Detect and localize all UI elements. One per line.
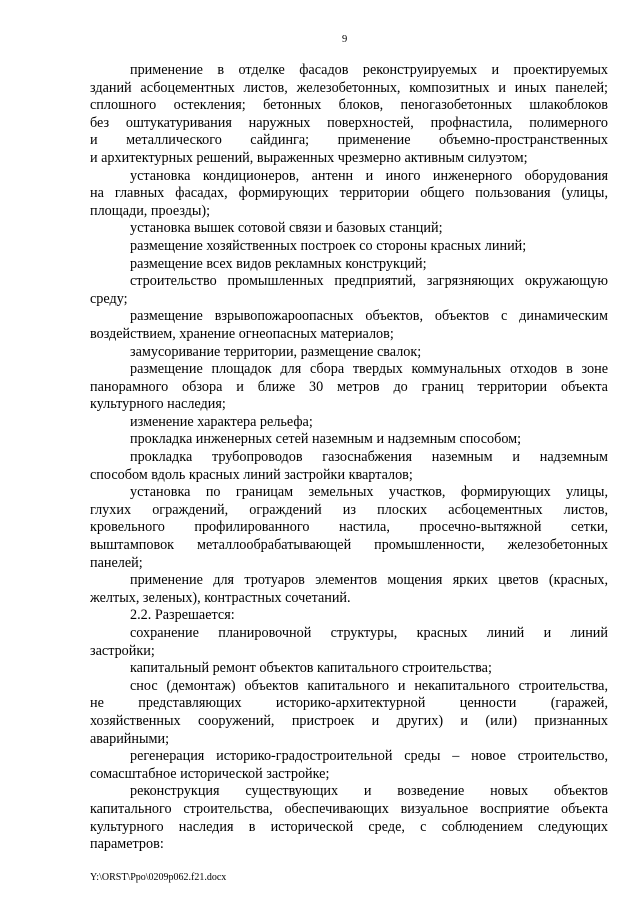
text-line: применение для тротуаров элементов мощения ярких цветов (красных,	[130, 572, 608, 589]
text-line: прокладка инженерных сетей наземным и надземным способом;	[130, 431, 522, 448]
text-line: применение в отделке фасадов реконструируемых и проектируемых	[130, 62, 608, 78]
text-line: культурного наследия в исторической среде, с соблюдением следующих	[90, 818, 608, 835]
text-line: воздействием, хранение огнеопасных материалов;	[90, 325, 394, 342]
text-line: размещение взрывопожароопасных объектов, объектов с динамическим	[130, 308, 608, 325]
text-line: желтых, зеленых), контрастных сочетаний.	[90, 589, 351, 606]
text-line: снос (демонтаж) объектов капитального и некапитального строительства,	[130, 677, 608, 694]
text-line: размещение площадок для сбора твердых коммунальных отходов в зоне	[130, 361, 608, 378]
text-line: и металлического сайдинга; применение объемно-пространственных	[90, 132, 608, 149]
text-line: не представляющих историко-архитектурной ценности (гаражей,	[90, 695, 608, 712]
text-line: установка по границам земельных участков, формирующих улицы,	[130, 484, 608, 501]
text-line: сомасштабное исторической застройке;	[90, 765, 330, 782]
text-line: реконструкция существующих и возведение новых объектов	[130, 783, 608, 800]
text-line: сплошного остекления; бетонных блоков, пеногазобетонных шлакоблоков	[90, 97, 608, 114]
text-line: панорамного обзора и ближе 30 метров до границ территории объекта	[90, 378, 608, 395]
text-line: и архитектурных решений, выраженных чрезмерно активным силуэтом;	[90, 149, 528, 166]
text-line: капитальный ремонт объектов капитального строительства;	[130, 660, 492, 677]
text-line: застройки;	[90, 642, 155, 659]
text-line: среду;	[90, 290, 128, 307]
text-line: капитального строительства, обеспечивающих визуальное восприятие объекта	[90, 800, 608, 817]
text-line: хозяйственных сооружений, пристроек и других) и (или) признанных	[90, 712, 608, 729]
file-path-footer: Y:\ORST\Ppo\0209p062.f21.docx	[90, 872, 227, 883]
document-body	[90, 62, 608, 854]
text-line: культурного наследия;	[90, 396, 226, 413]
text-line: установка вышек сотовой связи и базовых станций;	[130, 220, 443, 237]
text-line: строительство промышленных предприятий, загрязняющих окружающую	[130, 273, 608, 290]
text-line: кровельного профилированного настила, просечно-вытяжной сетки,	[90, 519, 608, 536]
text-line: на главных фасадах, формирующих территории общего пользования (улицы,	[90, 185, 608, 202]
text-line: прокладка трубопроводов газоснабжения наземным и надземным	[130, 449, 608, 466]
text-line: выштамповок металлообрабатывающей промышленности, железобетонных	[90, 537, 608, 554]
text-line: изменение характера рельефа;	[130, 413, 313, 430]
text-line: способом вдоль красных линий застройки кварталов;	[90, 466, 413, 483]
text-line: без оштукатуривания наружных поверхностей, профнастила, полимерного	[90, 114, 608, 131]
text-line: размещение хозяйственных построек со стороны красных линий;	[130, 237, 527, 254]
text-line: панелей;	[90, 554, 143, 571]
text-line: глухих ограждений, ограждений из плоских асбоцементных листов,	[90, 501, 608, 518]
page-number: 9	[342, 34, 348, 45]
text-line: установка кондиционеров, антенн и иного инженерного оборудования	[130, 167, 608, 184]
text-line: параметров:	[90, 836, 164, 853]
text-line: замусоривание территории, размещение свалок;	[130, 343, 422, 360]
text-line: регенерация историко-градостроительной среды – новое строительство,	[130, 748, 608, 765]
text-line: сохранение планировочной структуры, красных линий и линий	[130, 625, 608, 641]
text-line: 2.2. Разрешается:	[130, 607, 235, 624]
text-line: зданий асбоцементных листов, железобетонных, композитных и иных панелей;	[90, 79, 608, 96]
text-line: площади, проезды);	[90, 202, 211, 219]
text-line: аварийными;	[90, 730, 170, 747]
text-line: размещение всех видов рекламных конструкций;	[130, 255, 427, 272]
